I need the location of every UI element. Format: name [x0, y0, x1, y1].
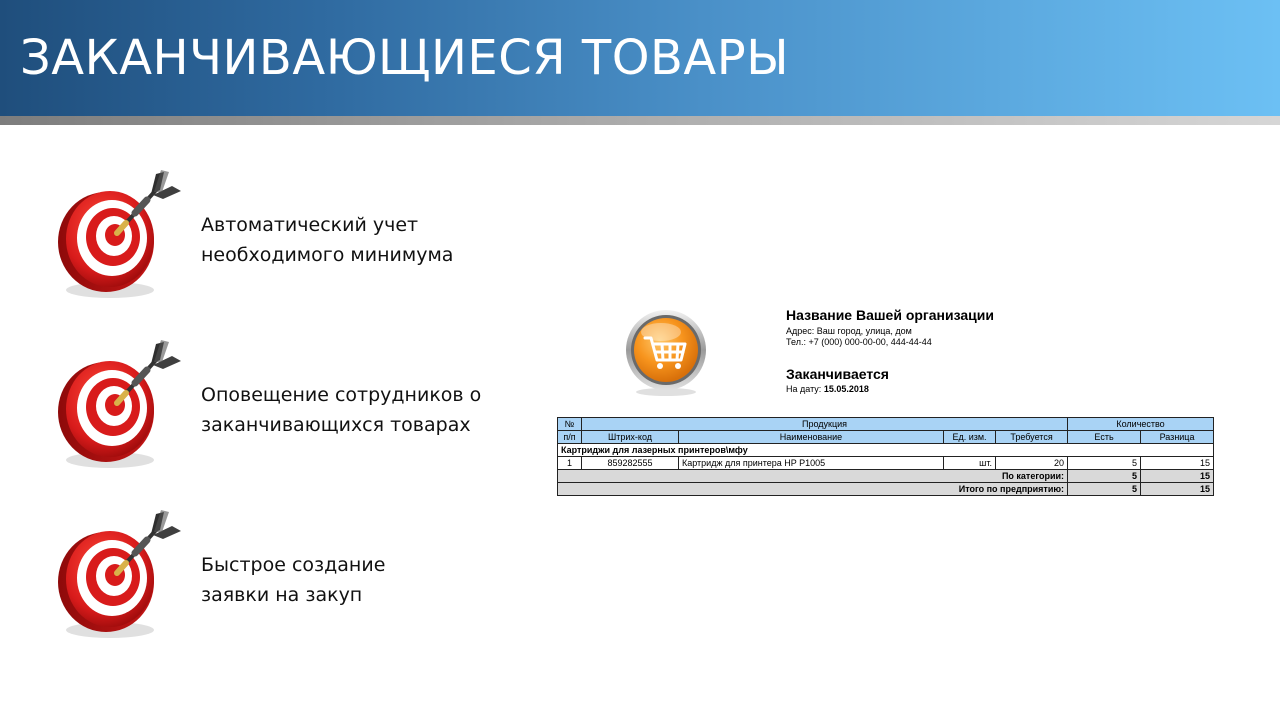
feature-line: заявки на закуп	[201, 584, 363, 606]
feature-line: заканчивающихся товарах	[201, 414, 471, 436]
organization-name: Название Вашей организации	[786, 307, 994, 323]
cell-name: Картридж для принтера HP P1005	[679, 457, 944, 470]
col-header-available: Есть	[1068, 431, 1141, 444]
category-total-difference: 15	[1141, 470, 1214, 483]
report-preview	[557, 300, 1217, 510]
col-header-name: Наименование	[679, 431, 944, 444]
report-date-label: На дату:	[786, 384, 822, 394]
cell-num: 1	[558, 457, 582, 470]
low-stock-table	[557, 417, 1214, 496]
col-header-unit: Ед. изм.	[944, 431, 996, 444]
feature-line: Автоматический учет	[201, 214, 419, 236]
table-header-row	[558, 418, 1214, 431]
grand-total-row	[558, 483, 1214, 496]
feature-item	[52, 336, 552, 476]
cell-barcode: 859282555	[582, 457, 679, 470]
target-dart-icon	[52, 336, 192, 476]
cell-difference: 15	[1141, 457, 1214, 470]
col-header-required: Требуется	[996, 431, 1068, 444]
feature-line: Оповещение сотрудников о	[201, 384, 482, 406]
organization-address: Адрес: Ваш город, улица, дом	[786, 326, 912, 336]
col-header-difference: Разница	[1141, 431, 1214, 444]
feature-line: Быстрое создание	[201, 554, 386, 576]
shopping-cart-icon	[615, 304, 717, 398]
report-date	[786, 384, 869, 394]
feature-item	[52, 166, 552, 306]
cell-required: 20	[996, 457, 1068, 470]
feature-text	[201, 380, 481, 440]
feature-text	[201, 550, 385, 610]
target-dart-icon	[52, 166, 192, 306]
grand-total-available: 5	[1068, 483, 1141, 496]
col-header-num: №	[558, 418, 582, 431]
table-subheader-row	[558, 431, 1214, 444]
report-title: Заканчивается	[786, 366, 889, 382]
feature-item	[52, 506, 552, 646]
col-header-quantity: Количество	[1068, 418, 1214, 431]
category-total-label: По категории:	[558, 470, 1068, 483]
col-header-product: Продукция	[582, 418, 1068, 431]
category-total-row	[558, 470, 1214, 483]
organization-phone: Тел.: +7 (000) 000-00-00, 444-44-44	[786, 337, 932, 347]
cell-unit: шт.	[944, 457, 996, 470]
category-total-available: 5	[1068, 470, 1141, 483]
table-row	[558, 457, 1214, 470]
slide-title: ЗАКАНЧИВАЮЩИЕСЯ ТОВАРЫ	[20, 30, 790, 86]
feature-line: необходимого минимума	[201, 244, 454, 266]
feature-text	[201, 210, 453, 270]
col-header-num-sub: п/п	[558, 431, 582, 444]
header-divider-bar	[0, 116, 1280, 125]
grand-total-label: Итого по предприятию:	[558, 483, 1068, 496]
category-name: Картриджи для лазерных принтеров\мфу	[558, 444, 1214, 457]
cell-available: 5	[1068, 457, 1141, 470]
target-dart-icon	[52, 506, 192, 646]
col-header-barcode: Штрих-код	[582, 431, 679, 444]
slide-header	[0, 0, 1280, 116]
grand-total-difference: 15	[1141, 483, 1214, 496]
category-row	[558, 444, 1214, 457]
report-date-value: 15.05.2018	[823, 384, 869, 394]
